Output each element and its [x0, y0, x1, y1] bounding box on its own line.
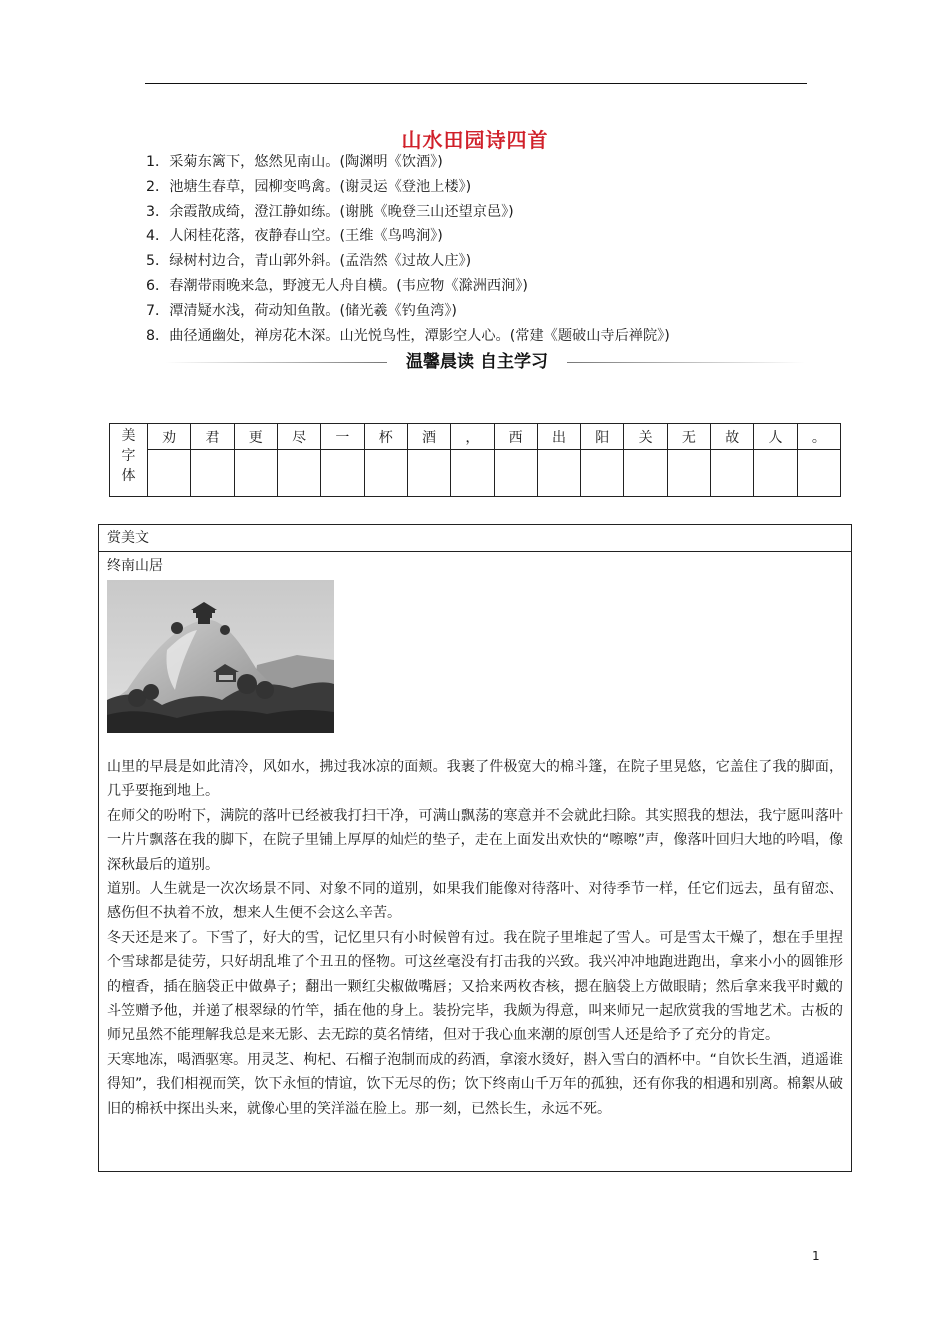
model-char: 无	[667, 424, 710, 450]
poem-list	[146, 150, 670, 348]
model-char: 西	[494, 424, 537, 450]
practice-label	[110, 424, 148, 497]
model-char: 阳	[581, 424, 624, 450]
poem-line: 3．余霞散成绮，澄江静如练。(谢朓《晚登三山还望京邑》)	[146, 203, 514, 220]
practice-cell[interactable]	[451, 450, 494, 497]
mountain-temple-photo	[107, 580, 334, 733]
model-char: 一	[321, 424, 364, 450]
model-char: 人	[754, 424, 797, 450]
model-char: 出	[537, 424, 580, 450]
poem-line: 4．人闲桂花落，夜静春山空。(王维《鸟鸣涧》)	[146, 228, 443, 245]
practice-cell[interactable]	[407, 450, 450, 497]
practice-cell[interactable]	[494, 450, 537, 497]
label-char: 美	[121, 428, 136, 444]
essay-header: 赏美文	[99, 525, 851, 552]
model-char: 关	[624, 424, 667, 450]
model-char: 故	[711, 424, 754, 450]
label-char: 体	[121, 468, 136, 484]
practice-cell[interactable]	[364, 450, 407, 497]
poem-line: 8．曲径通幽处，禅房花木深。山光悦鸟性，潭影空人心。(常建《题破山寺后禅院》)	[146, 327, 670, 344]
essay-paragraph: 道别。人生就是一次次场景不同、对象不同的道别，如果我们能像对待落叶、对待季节一样，任它们远去，虽有留恋、感伤但不执着不放，想来人生便不会这么辛苦。	[107, 881, 843, 922]
practice-cell[interactable]	[667, 450, 710, 497]
mountain-photo-drawing	[107, 580, 334, 733]
practice-cell[interactable]	[711, 450, 754, 497]
model-char: 更	[234, 424, 277, 450]
section-banner	[165, 348, 805, 376]
essay-paragraph: 山里的早晨是如此清冷，风如水，拂过我冰凉的面颊。我裹了件极宽大的棉斗篷，在院子里晃悠，它盖住了我的脚面，几乎要拖到地上。	[107, 759, 843, 800]
page-number: 1	[812, 1249, 820, 1263]
calligraphy-practice-table	[109, 423, 841, 497]
banner-rule-left	[165, 362, 387, 363]
poem-line: 1．采菊东篱下，悠然见南山。(陶渊明《饮酒》)	[146, 154, 443, 170]
banner-text: 温馨晨读 自主学习	[406, 352, 548, 372]
model-char: ，	[451, 424, 494, 450]
practice-cell[interactable]	[234, 450, 277, 497]
poem-line: 5．绿树村边合，青山郭外斜。(孟浩然《过故人庄》)	[146, 253, 472, 270]
model-char: 酒	[407, 424, 450, 450]
label-char: 字	[121, 448, 136, 464]
header-rule	[145, 83, 807, 84]
essay-title: 终南山居	[107, 558, 163, 574]
essay-paragraphs	[107, 755, 843, 1121]
model-char: 君	[191, 424, 234, 450]
practice-cell[interactable]	[797, 450, 840, 497]
practice-cell[interactable]	[581, 450, 624, 497]
essay-paragraph: 在师父的吩咐下，满院的落叶已经被我打扫干净，可满山飘荡的寒意并不会就此扫除。其实照我的想法，我宁愿叫落叶一片片飘落在我的脚下，在院子里铺上厚厚的灿烂的垫子，走在上面发出欢快的“嚓嚓”声，像落叶回归大地的吟唱，像深秋最后的道别。	[107, 807, 843, 873]
practice-cell[interactable]	[321, 450, 364, 497]
poem-line: 6．春潮带雨晚来急，野渡无人舟自横。(韦应物《滁洲西涧》)	[146, 277, 528, 294]
model-char: 杯	[364, 424, 407, 450]
poem-line: 7．潭清疑水浅，荷动知鱼散。(储光羲《钓鱼湾》)	[146, 302, 457, 319]
page-title: 山水田园诗四首	[401, 128, 549, 152]
practice-cell[interactable]	[191, 450, 234, 497]
essay-paragraph: 冬天还是来了。下雪了，好大的雪，记忆里只有小时候曾有过。我在院子里堆起了雪人。可是雪太干燥了，想在手里捏个雪球都是徒劳，只好胡乱堆了个丑丑的怪物。可这丝毫没有打击我的兴致。我兴冲冲地跑进跑出，拿来小小的圆锥形的檀香，插在脑袋正中做鼻子；翻出一颗红尖椒做嘴唇；又拾来两枚杏核，摁在脑袋上方做眼睛；然后拿来我平时戴的斗笠赠予他，并递了根翠绿的竹竿，插在他的身上。装扮完毕，我颇为得意，叫来师兄一起欣赏我的雪地艺术。古板的师兄虽然不能理解我总是来无影、去无踪的莫名情绪，但对于我心血来潮的原创雪人还是给予了充分的肯定。	[107, 929, 843, 1044]
essay-body	[99, 554, 851, 1121]
banner-rule-right	[567, 362, 805, 363]
poem-line: 2．池塘生春草，园柳变鸣禽。(谢灵运《登池上楼》)	[146, 178, 472, 195]
essay-box	[98, 524, 852, 1172]
model-char: 。	[797, 424, 840, 450]
model-char: 劝	[148, 424, 191, 450]
essay-paragraph: 天寒地冻，喝酒驱寒。用灵芝、枸杞、石榴子泡制而成的药酒，拿滚水烫好，斟入雪白的酒杯中。“自饮长生酒，逍遥谁得知”，我们相视而笑，饮下永恒的情谊，饮下无尽的伤；饮下终南山千万年的孤独，还有你我的相遇和别离。棉絮从破旧的棉袄中探出头来，就像心里的笑洋溢在脸上。那一刻，已然长生，永远不死。	[107, 1051, 843, 1117]
practice-cell[interactable]	[277, 450, 320, 497]
practice-cell[interactable]	[754, 450, 797, 497]
practice-cell[interactable]	[537, 450, 580, 497]
practice-cell[interactable]	[624, 450, 667, 497]
model-char: 尽	[277, 424, 320, 450]
practice-cell[interactable]	[148, 450, 191, 497]
